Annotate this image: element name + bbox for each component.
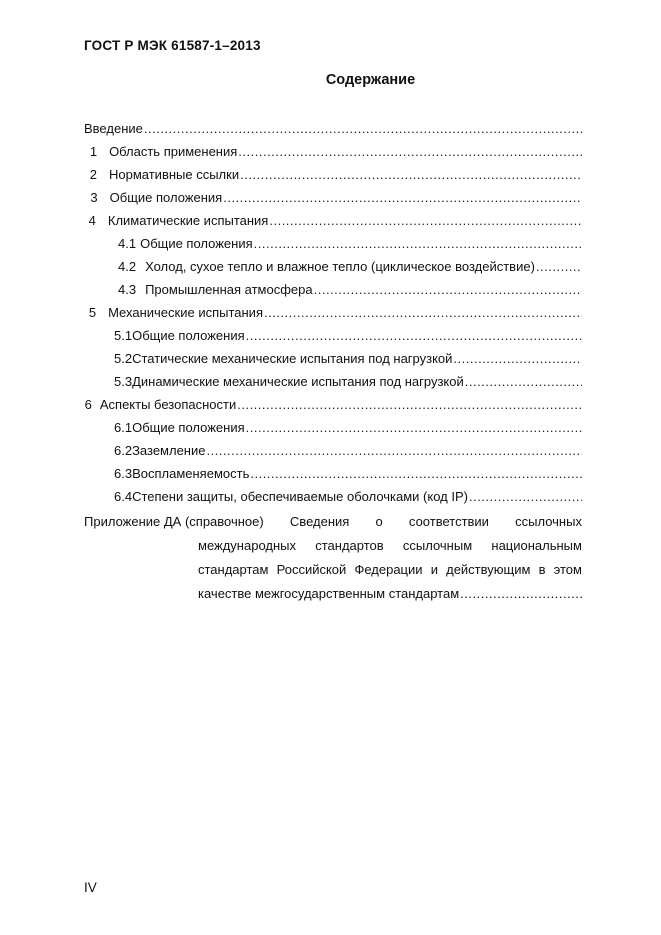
appendix-word: Российской xyxy=(276,562,347,577)
appendix-word: в xyxy=(538,562,546,577)
toc-entry-number: 2 xyxy=(89,167,97,182)
toc-entry-number: 5.2 xyxy=(114,351,133,366)
appendix-word: международных xyxy=(198,538,296,553)
appendix-word: и xyxy=(430,562,438,577)
toc-entry-label: Статические механические испытания под нагрузкой xyxy=(132,351,453,366)
appendix-line xyxy=(198,582,582,606)
page-number: IV xyxy=(84,880,97,895)
toc-entry-number: 6.1 xyxy=(114,420,133,435)
toc-entry-2[interactable] xyxy=(84,164,582,186)
toc-entry-4-1[interactable] xyxy=(84,233,582,255)
leader-dots xyxy=(206,440,582,462)
toc-entry-4-3[interactable] xyxy=(84,279,582,301)
appendix-line xyxy=(198,558,582,582)
toc-entry-number: 5.1 xyxy=(114,328,133,343)
toc-entry-number: 1 xyxy=(89,144,98,159)
toc-entry-6-3[interactable] xyxy=(84,463,582,485)
leader-dots xyxy=(223,187,582,209)
toc-entry-label: Общие положения xyxy=(140,236,253,251)
leader-dots xyxy=(264,302,582,324)
leader-dots xyxy=(240,164,582,186)
leader-dots xyxy=(536,256,582,278)
toc-entry-4[interactable] xyxy=(84,210,582,232)
toc-entry-label: Воспламеняемость xyxy=(132,466,250,481)
toc-entry-6-1[interactable] xyxy=(84,417,582,439)
leader-dots xyxy=(469,486,582,508)
toc-entry-label: Область применения xyxy=(109,144,238,159)
toc-entry-5-1[interactable] xyxy=(84,325,582,347)
appendix-word: национальным xyxy=(491,538,582,553)
appendix-word: Сведения xyxy=(289,514,350,529)
toc-entry-number: 6.2 xyxy=(114,443,133,458)
toc-entry-1[interactable] xyxy=(84,141,582,163)
appendix-word: Федерации xyxy=(354,562,423,577)
appendix-word: соответствии xyxy=(408,514,489,529)
toc-entry-6-4[interactable] xyxy=(84,486,582,508)
toc-entry-number: 5 xyxy=(88,305,97,320)
leader-dots xyxy=(254,233,582,255)
leader-dots xyxy=(144,118,582,140)
toc-entry-label: Нормативные ссылки xyxy=(109,167,240,182)
leader-dots xyxy=(465,371,582,393)
toc-entry-label: Степени защиты, обеспечиваемые оболочками (код IP) xyxy=(132,489,468,504)
appendix-last-line-text: качестве межгосударственным стандартам xyxy=(198,586,460,601)
toc-entry-number: 4.3 xyxy=(118,282,137,297)
leader-dots xyxy=(237,394,582,416)
toc-entry-label: Динамические механические испытания под нагрузкой xyxy=(132,374,464,389)
toc-entry-5[interactable] xyxy=(84,302,582,324)
toc-entry-6[interactable] xyxy=(84,394,582,416)
toc-entry-number: 4.1 xyxy=(118,236,137,251)
appendix-word: ссылочных xyxy=(515,514,582,529)
appendix-line xyxy=(84,510,582,534)
toc-entry-label: Аспекты безопасности xyxy=(99,397,237,412)
leader-dots xyxy=(314,279,582,301)
appendix-word: стандартов xyxy=(315,538,384,553)
appendix-word: о xyxy=(375,514,383,529)
appendix-continuation xyxy=(198,534,582,582)
toc-entry-4-2[interactable] xyxy=(84,256,582,278)
toc-entry-number: 4.2 xyxy=(118,259,137,274)
toc-entry-number: 6.3 xyxy=(114,466,133,481)
toc-entry-label: Климатические испытания xyxy=(107,213,269,228)
appendix-word: действующим xyxy=(446,562,531,577)
toc-entry-label: Механические испытания xyxy=(108,305,263,320)
appendix-word: стандартам xyxy=(198,562,269,577)
toc-entry-label: Общие положения xyxy=(132,328,245,343)
toc-entry-label: Холод, сухое тепло и влажное тепло (циклическое воздействие) xyxy=(145,259,535,274)
leader-dots xyxy=(238,141,582,163)
leader-dots xyxy=(453,348,582,370)
toc-entry-introduction[interactable] xyxy=(84,118,582,140)
page-title: Содержание xyxy=(325,72,416,88)
leader-dots xyxy=(246,417,582,439)
appendix-word: Приложение ДА (справочное) xyxy=(84,514,264,529)
toc-entry-label: Общие положения xyxy=(132,420,245,435)
leader-dots xyxy=(460,582,582,606)
toc-entry-appendix-da[interactable] xyxy=(84,510,582,606)
toc-entry-label: Заземление xyxy=(132,443,206,458)
leader-dots xyxy=(250,463,582,485)
toc-entry-6-2[interactable] xyxy=(84,440,582,462)
toc-entry-label: Введение xyxy=(84,121,143,136)
toc-entry-3[interactable] xyxy=(84,187,582,209)
toc-entry-5-2[interactable] xyxy=(84,348,582,370)
leader-dots xyxy=(246,325,582,347)
appendix-word: этом xyxy=(553,562,582,577)
toc-entry-number: 3 xyxy=(90,190,98,205)
document-designation: ГОСТ Р МЭК 61587-1–2013 xyxy=(84,38,261,53)
toc-entry-label: Промышленная атмосфера xyxy=(145,282,313,297)
appendix-line xyxy=(198,534,582,558)
toc-entry-number: 6.4 xyxy=(114,489,133,504)
toc-entry-number: 6 xyxy=(84,397,92,412)
toc-entry-5-3[interactable] xyxy=(84,371,582,393)
toc-entry-number: 4 xyxy=(88,213,96,228)
toc-entry-number: 5.3 xyxy=(114,374,133,389)
leader-dots xyxy=(269,210,582,232)
appendix-word: ссылочным xyxy=(402,538,473,553)
toc-entry-label: Общие положения xyxy=(109,190,223,205)
